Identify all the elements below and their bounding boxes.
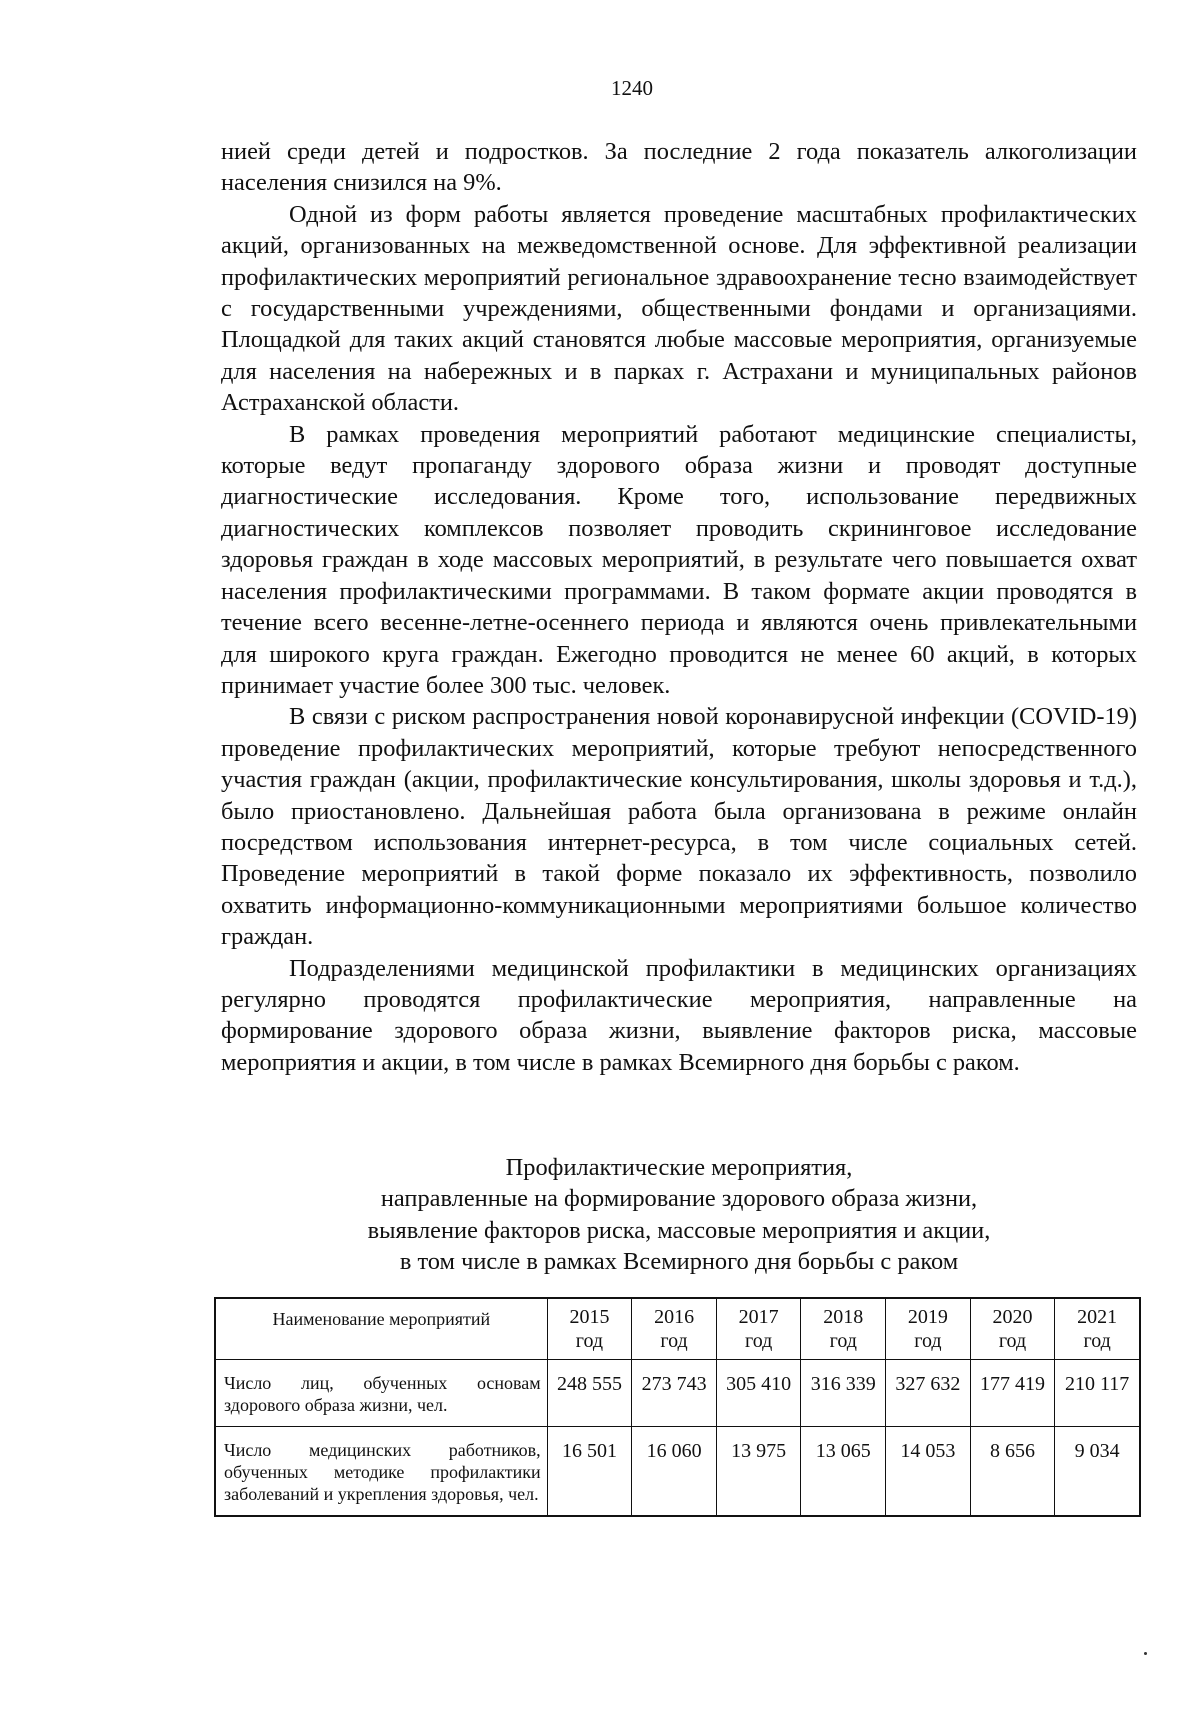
paragraph: Подразделениями медицинской профилактики в медицинских организациях регулярно проводятся профилактические мероприятия, направленные на формирование здорового образа жизни, выявление факторов риска, массовые мероприятия и акции, в том числе в рамках Всемирного дня борьбы с раком. [221,954,1137,1076]
paragraph: нией среди детей и подростков. За последние 2 года показатель алкоголизации населения снизился на 9%. [221,138,1137,197]
value-cell: 248 555 [547,1360,632,1427]
scan-dot-mark [1144,1652,1147,1655]
year-unit: год [745,1330,773,1352]
value-cell: 273 743 [632,1360,717,1427]
table-caption-line: в том числе в рамках Всемирного дня борьбы с раком [399,1248,959,1276]
measures-table [214,1297,1141,1517]
table-caption [221,1152,1137,1278]
value-cell: 14 053 [886,1427,971,1517]
year-value: 2021 [1077,1306,1118,1328]
year-value: 2016 [654,1306,695,1328]
year-column-header [547,1298,632,1360]
paragraph: В рамках проведения мероприятий работают медицинские специалисты, которые ведут пропаганду здорового образа жизни и проводят доступные диагностические исследования. Кроме того, использование передвижных диагностических комплексов позволяет проводить скрининговое исследование здоровья граждан в ходе массовых мероприятий, в результате чего повышается охват населения профилактическими программами. В таком формате акции проводятся в течение всего весенне-летне-осеннего периода и являются очень привлекательными для широкого круга граждан. Ежегодно проводится не менее 60 акций, в которых принимает участие более 300 тыс. человек. [221,420,1137,699]
year-value: 2015 [569,1306,610,1328]
table-caption-line: направленные на формирование здорового образа жизни, [380,1185,978,1213]
value-cell: 177 419 [970,1360,1055,1427]
year-value: 2019 [907,1306,948,1328]
row-name-cell: Число медицинских работников, обученных методике профилактики заболеваний и укрепления здоровья, чел. [215,1427,547,1517]
year-value: 2020 [992,1306,1033,1328]
value-cell: 327 632 [886,1360,971,1427]
year-unit: год [829,1330,857,1352]
name-column-header: Наименование мероприятий [215,1298,547,1360]
value-cell: 210 117 [1055,1360,1140,1427]
table-row [215,1360,1140,1427]
table-header-row [215,1298,1140,1360]
table-row [215,1427,1140,1517]
value-cell: 305 410 [716,1360,801,1427]
year-column-header [716,1298,801,1360]
value-cell: 9 034 [1055,1427,1140,1517]
year-unit: год [575,1330,604,1352]
value-cell: 13 975 [716,1427,801,1517]
year-column-header [1055,1298,1140,1360]
value-cell: 316 339 [801,1360,886,1427]
row-name-cell: Число лиц, обученных основам здорового образа жизни, чел. [215,1360,547,1427]
year-column-header [801,1298,886,1360]
table-caption-line: выявление факторов риска, массовые мероприятия и акции, [367,1216,991,1244]
page-number: 1240 [611,76,653,100]
value-cell: 8 656 [970,1427,1055,1517]
year-unit: год [998,1330,1027,1352]
value-cell: 16 060 [632,1427,717,1517]
year-column-header [632,1298,717,1360]
year-column-header [886,1298,971,1360]
body-text [221,136,1137,1078]
table-caption-line: Профилактические мероприятия, [505,1154,853,1181]
year-unit: год [660,1330,688,1352]
year-column-header [970,1298,1055,1360]
value-cell: 16 501 [547,1427,632,1517]
paragraph: Одной из форм работы является проведение масштабных профилактических акций, организованных на межведомственной основе. Для эффективной реализации профилактических мероприятий региональное здравоохранение тесно взаимодействует с государственными учреждениями, общественными фондами и организациями. Площадкой для таких акций становятся любые массовые мероприятия, организуемые для населения на набережных и в парках г. Астрахани и муниципальных районов Астраханской области. [221,200,1137,417]
value-cell: 13 065 [801,1427,886,1517]
year-unit: год [1083,1330,1111,1352]
year-value: 2018 [823,1306,864,1328]
paragraph: В связи с риском распространения новой коронавирусной инфекции (COVID-19) проведение профилактических мероприятий, которые требуют непосредственного участия граждан (акции, профилактические консультирования, школы здоровья и т.д.), было приостановлено. Дальнейшая работа была организована в режиме онлайн посредством использования интернет-ресурса, в том числе социальных сетей. Проведение мероприятий в такой форме показало их эффективность, позволило охватить информационно-коммуникационными мероприятиями большое количество граждан. [221,703,1137,951]
year-value: 2017 [738,1306,779,1328]
year-unit: год [914,1330,942,1352]
